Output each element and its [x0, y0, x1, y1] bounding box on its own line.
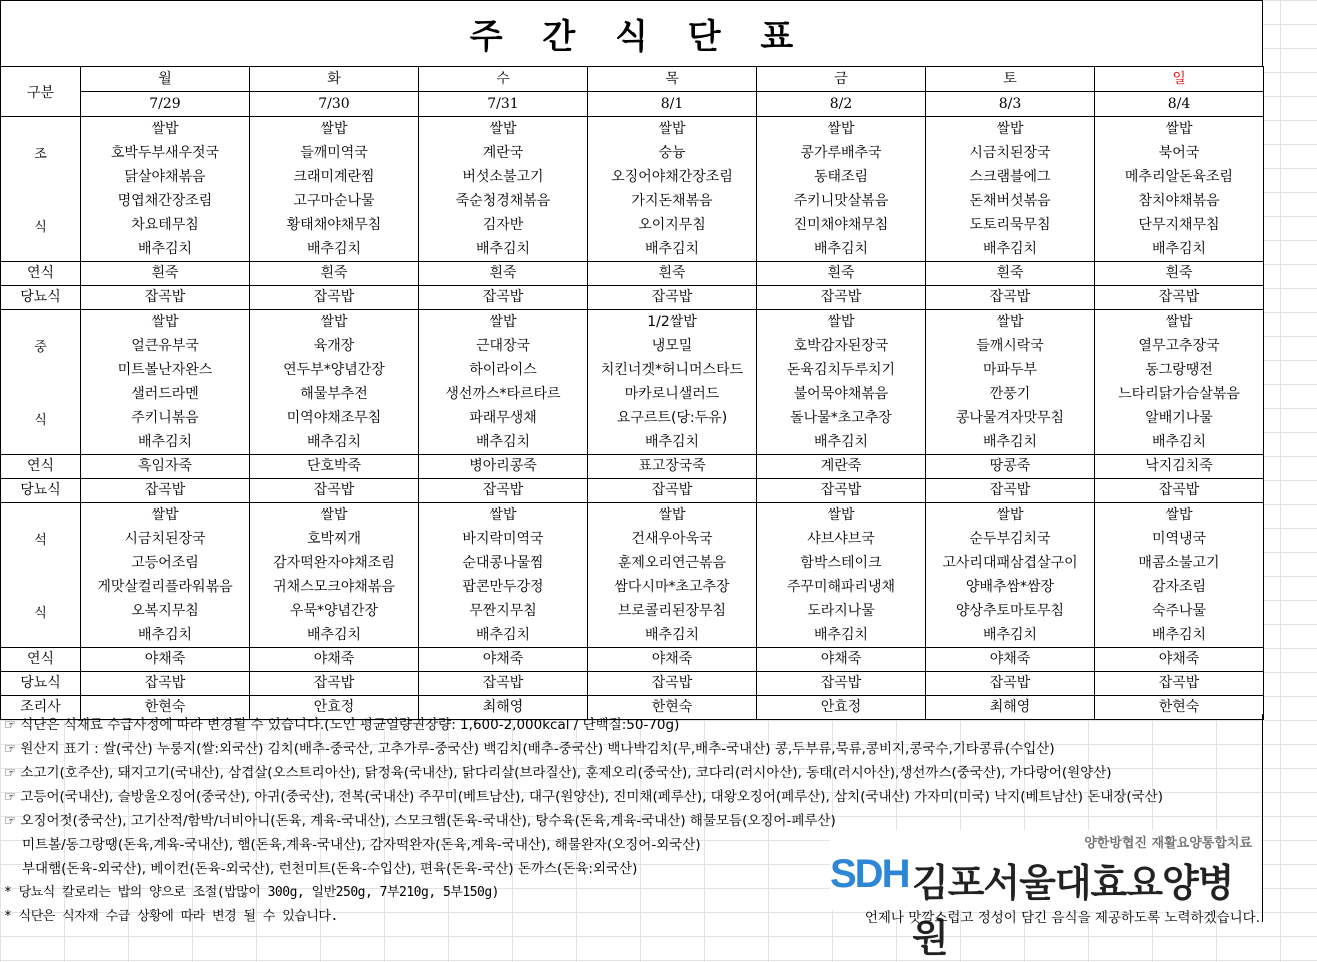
- menu-item: 쌀밥: [1165, 507, 1193, 523]
- menu-item: 마카로니샐러드: [624, 386, 720, 402]
- menu-item: 주꾸미해파리냉채: [786, 579, 896, 595]
- cook-cell-thu: 한현숙: [588, 696, 757, 720]
- menu-item: 스크램블에그: [969, 169, 1051, 185]
- diabetic-diet-cell-sat: 잡곡밥: [926, 479, 1095, 503]
- diabetic-diet-cell-sat: 잡곡밥: [926, 672, 1095, 696]
- menu-item: 마파두부: [982, 362, 1038, 378]
- soft-diet-cell-sun: 흰죽: [1095, 262, 1264, 286]
- category-header: 구분: [1, 67, 81, 117]
- menu-item: 쌀밥: [827, 507, 855, 523]
- menu-item: 배추김치: [644, 434, 700, 450]
- diabetic-diet-cell-fri: 잡곡밥: [757, 479, 926, 503]
- menu-cell-fri: [757, 503, 926, 648]
- menu-item: 호박찌개: [306, 531, 362, 547]
- menu-item: 미역야채조무침: [286, 410, 382, 426]
- note-line: * 식단은 식자재 수급 상황에 따라 변경 될 수 있습니다.: [4, 909, 338, 924]
- menu-item: 배추김치: [1151, 434, 1207, 450]
- soft-diet-cell-sat: 땅콩죽: [926, 455, 1095, 479]
- menu-item: 돌나물*초고추장: [790, 410, 892, 426]
- meal-row: [1, 117, 1264, 262]
- soft-diet-cell-fri: 흰죽: [757, 262, 926, 286]
- menu-item: 브로콜리된장무침: [617, 603, 727, 619]
- date-mon: 7/29: [81, 92, 250, 117]
- menu-item: 쌀밥: [827, 121, 855, 137]
- menu-item: 들깨미역국: [300, 145, 368, 161]
- diabetic-diet-cell-mon: 잡곡밥: [81, 672, 250, 696]
- soft-diet-cell-wed: 야채죽: [419, 648, 588, 672]
- diabetic-diet-cell-mon: 잡곡밥: [81, 479, 250, 503]
- menu-item: 샤브샤브국: [807, 531, 875, 547]
- menu-item: 쌀밥: [996, 121, 1024, 137]
- menu-item: 고등어조림: [131, 555, 199, 571]
- menu-item: 귀채스모크야채볶음: [273, 579, 395, 595]
- menu-item: 배추김치: [137, 627, 193, 643]
- logo-brand: SDH: [830, 852, 909, 896]
- menu-item: 쌀밥: [1165, 314, 1193, 330]
- menu-item: 쌀밥: [827, 314, 855, 330]
- diabetic-diet-row: [1, 672, 1264, 696]
- menu-cell-fri: [757, 310, 926, 455]
- menu-item: 배추김치: [982, 627, 1038, 643]
- menu-cell-sat: [926, 117, 1095, 262]
- soft-diet-cell-thu: 흰죽: [588, 262, 757, 286]
- menu-cell-sat: [926, 310, 1095, 455]
- menu-item: 쌀밥: [320, 507, 348, 523]
- menu-cell-fri: [757, 117, 926, 262]
- note-line: ☞ 고등어(국내산), 슬방울오징어(중국산), 아귀(중국산), 전복(국내산) 주꾸미(베트남산), 대구(원양산), 진미채(페루산), 대왕오징어(페루산), 삼치(국내산) 가자미(미국) 낙지(베트남산) 돈내장(국산): [4, 789, 1163, 805]
- menu-item: 숭늉: [658, 145, 686, 161]
- menu-item: 크래미계란찜: [293, 169, 375, 185]
- menu-item: 진미채야채무침: [793, 217, 889, 233]
- meal-label-bottom: 식: [34, 220, 47, 235]
- meal-label-bottom: 식: [34, 606, 47, 621]
- diabetic-diet-cell-wed: 잡곡밥: [419, 672, 588, 696]
- soft-diet-cell-tue: 야채죽: [250, 648, 419, 672]
- diabetic-diet-cell-thu: 잡곡밥: [588, 286, 757, 310]
- menu-item: 쌀밥: [489, 121, 517, 137]
- menu-item: 메추리알돈육조림: [1124, 169, 1234, 185]
- closing-message: 언제나 맛깔스럽고 정성이 담긴 음식을 제공하도록 노력하겠습니다.: [864, 910, 1260, 926]
- menu-item: 가지돈채볶음: [631, 193, 713, 209]
- meal-label-top: 조: [34, 147, 47, 162]
- menu-cell-wed: [419, 310, 588, 455]
- menu-item: 바지락미역국: [462, 531, 544, 547]
- menu-item: 돈육김치두루치기: [786, 362, 896, 378]
- menu-item: 근대장국: [475, 338, 531, 354]
- diabetic-diet-cell-sun: 잡곡밥: [1095, 479, 1264, 503]
- menu-item: 배추김치: [1151, 627, 1207, 643]
- menu-cell-thu: [588, 503, 757, 648]
- menu-cell-mon: [81, 503, 250, 648]
- menu-item: 숙주나물: [1151, 603, 1207, 619]
- menu-cell-mon: [81, 310, 250, 455]
- menu-item: 쌀밥: [996, 314, 1024, 330]
- menu-item: 쌀밥: [489, 507, 517, 523]
- menu-item: 배추김치: [137, 434, 193, 450]
- menu-item: 샐러드라멘: [131, 386, 199, 402]
- menu-item: 쌀밥: [489, 314, 517, 330]
- menu-item: 고구마순나물: [293, 193, 375, 209]
- menu-item: 함박스테이크: [800, 555, 882, 571]
- date-thu: 8/1: [588, 92, 757, 117]
- menu-item: 훈제오리연근볶음: [617, 555, 727, 571]
- menu-cell-tue: [250, 117, 419, 262]
- menu-cell-sat: [926, 503, 1095, 648]
- menu-item: 배추김치: [306, 241, 362, 257]
- menu-item: 양상추토마토무침: [955, 603, 1065, 619]
- menu-item: 배추김치: [644, 627, 700, 643]
- soft-diet-cell-fri: 야채죽: [757, 648, 926, 672]
- date-wed: 7/31: [419, 92, 588, 117]
- menu-cell-mon: [81, 117, 250, 262]
- menu-item: 쌀밥: [151, 507, 179, 523]
- menu-item: 팝콘만두강정: [462, 579, 544, 595]
- menu-item: 배추김치: [306, 627, 362, 643]
- soft-diet-cell-sat: 야채죽: [926, 648, 1095, 672]
- menu-item: 순대콩나물찜: [462, 555, 544, 571]
- cook-label: 조리사: [1, 696, 81, 720]
- soft-diet-cell-mon: 흑임자죽: [81, 455, 250, 479]
- diabetic-diet-cell-mon: 잡곡밥: [81, 286, 250, 310]
- menu-item: 단무지채무침: [1138, 217, 1220, 233]
- menu-item: 콩가루배추국: [800, 145, 882, 161]
- menu-item: 배추김치: [475, 241, 531, 257]
- menu-item: 쌀밥: [151, 314, 179, 330]
- menu-item: 육개장: [313, 338, 355, 354]
- diabetic-diet-cell-sun: 잡곡밥: [1095, 286, 1264, 310]
- menu-item: 1/2쌀밥: [647, 314, 697, 330]
- menu-item: 호박두부새우젓국: [110, 145, 220, 161]
- day-mon: 월: [81, 67, 250, 92]
- menu-item: 죽순청경채볶음: [455, 193, 551, 209]
- note-line: 미트볼/동그랑땡(돈육,계육-국내산), 햄(돈육,계육-국내산), 감자떡완자(돈육,계육-국내산), 해물완자(오징어-외국산): [22, 837, 701, 853]
- diabetic-diet-cell-wed: 잡곡밥: [419, 479, 588, 503]
- meal-row: [1, 310, 1264, 455]
- menu-item: 하이라이스: [469, 362, 537, 378]
- soft-diet-label: 연식: [1, 455, 81, 479]
- menu-item: 김자반: [482, 217, 524, 233]
- soft-diet-cell-wed: 흰죽: [419, 262, 588, 286]
- menu-item: 게맛살컬리플라워볶음: [97, 579, 233, 595]
- cook-cell-sun: 한현숙: [1095, 696, 1264, 720]
- diabetic-diet-cell-tue: 잡곡밥: [250, 479, 419, 503]
- menu-item: 배추김치: [1151, 241, 1207, 257]
- soft-diet-label: 연식: [1, 262, 81, 286]
- meal-label: [1, 503, 81, 648]
- date-sun: 8/4: [1095, 92, 1264, 117]
- menu-item: 냉모밀: [651, 338, 693, 354]
- menu-cell-tue: [250, 310, 419, 455]
- meal-row: [1, 503, 1264, 648]
- menu-item: 열무고추장국: [1138, 338, 1220, 354]
- menu-item: 콩나물겨자맛무침: [955, 410, 1065, 426]
- menu-item: 황태채야채무침: [286, 217, 382, 233]
- soft-diet-cell-tue: 단호박죽: [250, 455, 419, 479]
- menu-cell-sun: [1095, 117, 1264, 262]
- menu-item: 오이지무침: [638, 217, 706, 233]
- day-sat: 토: [926, 67, 1095, 92]
- menu-item: 배추김치: [306, 434, 362, 450]
- menu-item: 순두부김치국: [969, 531, 1051, 547]
- menu-item: 동태조림: [813, 169, 869, 185]
- menu-item: 쌀밥: [320, 121, 348, 137]
- menu-item: 감자조림: [1151, 579, 1207, 595]
- menu-item: 무짠지무침: [469, 603, 537, 619]
- soft-diet-cell-tue: 흰죽: [250, 262, 419, 286]
- menu-item: 쌀밥: [151, 121, 179, 137]
- diabetic-diet-cell-tue: 잡곡밥: [250, 286, 419, 310]
- menu-item: 배추김치: [813, 241, 869, 257]
- menu-item: 쌀밥: [658, 121, 686, 137]
- note-line: ☞ 원산지 표기 : 쌀(국산) 누룽지(쌀:외국산) 김치(배추-중국산, 고추가루-중국산) 백김치(배추-중국산) 백나박김치(무,배추-국내산) 콩,두부류,묵류,콩비지,콩국수,기타콩류(수입산): [4, 741, 1055, 757]
- logo-subtitle: 양한방협진 재활요양통합치료: [1084, 836, 1252, 851]
- soft-diet-cell-thu: 야채죽: [588, 648, 757, 672]
- menu-item: 깐풍기: [989, 386, 1031, 402]
- note-line: ☞ 식단은 식재료 수급사정에 따라 변경될 수 있습니다.(노인 평균열량권장량: 1,600-2,000kcal / 단백질:50-70g): [4, 717, 680, 733]
- diabetic-diet-cell-fri: 잡곡밥: [757, 672, 926, 696]
- menu-item: 오복지무침: [131, 603, 199, 619]
- day-tue: 화: [250, 67, 419, 92]
- menu-item: 파래무생채: [469, 410, 537, 426]
- diabetic-diet-cell-tue: 잡곡밥: [250, 672, 419, 696]
- menu-item: 도토리묵무침: [969, 217, 1051, 233]
- menu-item: 치킨너겟*허니머스타드: [600, 362, 744, 378]
- menu-item: 배추김치: [475, 627, 531, 643]
- menu-cell-thu: [588, 310, 757, 455]
- diabetic-diet-cell-sun: 잡곡밥: [1095, 672, 1264, 696]
- menu-item: 요구르트(당:두유): [616, 410, 728, 426]
- logo-hospital-name: 김포서울대효요양병원: [912, 861, 1234, 960]
- soft-diet-cell-mon: 흰죽: [81, 262, 250, 286]
- soft-diet-cell-sun: 야채죽: [1095, 648, 1264, 672]
- menu-item: 들깨시락국: [976, 338, 1044, 354]
- menu-item: 해물부추전: [300, 386, 368, 402]
- day-fri: 금: [757, 67, 926, 92]
- menu-item: 알배기나물: [1145, 410, 1213, 426]
- menu-item: 우묵*양념간장: [289, 603, 379, 619]
- menu-item: 도라지나물: [807, 603, 875, 619]
- header-row-dates: [1, 92, 1264, 117]
- menu-cell-tue: [250, 503, 419, 648]
- menu-item: 주키니맛살볶음: [793, 193, 889, 209]
- menu-item: 시금치된장국: [124, 531, 206, 547]
- diabetic-diet-row: [1, 286, 1264, 310]
- meal-label-bottom: 식: [34, 413, 47, 428]
- cook-cell-wed: 최해영: [419, 696, 588, 720]
- meal-label-top: 석: [34, 533, 47, 548]
- soft-diet-cell-sat: 흰죽: [926, 262, 1095, 286]
- menu-item: 고사리대패삼겹살구이: [942, 555, 1078, 571]
- menu-item: 얼큰유부국: [131, 338, 199, 354]
- menu-item: 호박감자된장국: [793, 338, 889, 354]
- date-sat: 8/3: [926, 92, 1095, 117]
- meal-label-top: 중: [34, 340, 47, 355]
- diabetic-diet-cell-wed: 잡곡밥: [419, 286, 588, 310]
- menu-item: 배추김치: [813, 434, 869, 450]
- menu-item: 쌀밥: [1165, 121, 1193, 137]
- diabetic-diet-row: [1, 479, 1264, 503]
- menu-item: 불어묵야채볶음: [793, 386, 889, 402]
- diabetic-diet-label: 당뇨식: [1, 479, 81, 503]
- cook-cell-tue: 안효정: [250, 696, 419, 720]
- menu-item: 연두부*양념간장: [283, 362, 385, 378]
- note-line: ☞ 소고기(호주산), 돼지고기(국내산), 삼겹살(오스트리아산), 닭정육(국내산), 닭다리살(브라질산), 훈제오리(중국산), 코다리(러시아산), 동태(러시아산),생선까스(중국산), 가다랑어(원양산): [4, 765, 1112, 781]
- menu-cell-wed: [419, 503, 588, 648]
- diabetic-diet-label: 당뇨식: [1, 672, 81, 696]
- menu-item: 미역냉국: [1151, 531, 1207, 547]
- cook-cell-sat: 최해영: [926, 696, 1095, 720]
- menu-item: 닭살야채볶음: [124, 169, 206, 185]
- note-line: ☞ 오징어젓(중국산), 고기산적/함박/너비아니(돈육, 계육-국내산), 스모크햄(돈육-국내산), 탕수육(돈육,계육-국내산) 해물모듬(오징어-페루산): [4, 813, 836, 829]
- diabetic-diet-cell-sat: 잡곡밥: [926, 286, 1095, 310]
- menu-item: 버섯소불고기: [462, 169, 544, 185]
- soft-diet-row: [1, 262, 1264, 286]
- menu-item: 미트볼난자완스: [117, 362, 213, 378]
- menu-item: 배추김치: [137, 241, 193, 257]
- menu-cell-thu: [588, 117, 757, 262]
- date-tue: 7/30: [250, 92, 419, 117]
- soft-diet-cell-thu: 표고장국죽: [588, 455, 757, 479]
- menu-item: 매콤소불고기: [1138, 555, 1220, 571]
- page-title: 주 간 식 단 표: [469, 17, 808, 57]
- meal-label: [1, 310, 81, 455]
- note-line: 부대햄(돈육-외국산), 베이컨(돈육-외국산), 런천미트(돈육-수입산), 편육(돈육-국산) 돈까스(돈육:외국산): [22, 861, 638, 877]
- diabetic-diet-cell-thu: 잡곡밥: [588, 672, 757, 696]
- cook-cell-mon: 한현숙: [81, 696, 250, 720]
- diabetic-diet-cell-thu: 잡곡밥: [588, 479, 757, 503]
- title-box: [0, 0, 1263, 67]
- menu-item: 쌀밥: [996, 507, 1024, 523]
- menu-item: 쌀밥: [658, 507, 686, 523]
- menu-item: 건새우아욱국: [631, 531, 713, 547]
- diabetic-diet-cell-fri: 잡곡밥: [757, 286, 926, 310]
- soft-diet-cell-sun: 낙지김치죽: [1095, 455, 1264, 479]
- menu-item: 배추김치: [982, 241, 1038, 257]
- soft-diet-row: [1, 455, 1264, 479]
- menu-item: 참치야채볶음: [1138, 193, 1220, 209]
- menu-item: 배추김치: [982, 434, 1038, 450]
- menu-item: 배추김치: [813, 627, 869, 643]
- soft-diet-label: 연식: [1, 648, 81, 672]
- menu-item: 돈채버섯볶음: [969, 193, 1051, 209]
- day-wed: 수: [419, 67, 588, 92]
- menu-item: 감자떡완자야채조림: [273, 555, 395, 571]
- menu-item: 양배추쌈*쌈장: [965, 579, 1055, 595]
- menu-item: 명엽채간장조림: [117, 193, 213, 209]
- menu-item: 차요테무침: [131, 217, 199, 233]
- header-row-days: [1, 67, 1264, 92]
- menu-item: 주키니볶음: [131, 410, 199, 426]
- menu-cell-sun: [1095, 310, 1264, 455]
- menu-cell-sun: [1095, 503, 1264, 648]
- menu-cell-wed: [419, 117, 588, 262]
- menu-item: 오징어야채간장조림: [611, 169, 733, 185]
- menu-item: 생선까스*타르타르: [445, 386, 561, 402]
- note-line: * 당뇨식 칼로리는 밥의 양으로 조절(밥많이 300g, 일반250g, 7부210g, 5부150g): [4, 885, 499, 900]
- soft-diet-cell-fri: 계란죽: [757, 455, 926, 479]
- menu-item: 쌀밥: [320, 314, 348, 330]
- soft-diet-cell-wed: 병아리콩죽: [419, 455, 588, 479]
- menu-item: 북어국: [1158, 145, 1200, 161]
- menu-item: 배추김치: [644, 241, 700, 257]
- day-sun: 일: [1095, 67, 1264, 92]
- diabetic-diet-label: 당뇨식: [1, 286, 81, 310]
- menu-item: 쌈다시마*초고추장: [614, 579, 730, 595]
- cook-cell-fri: 안효정: [757, 696, 926, 720]
- day-thu: 목: [588, 67, 757, 92]
- weekly-menu-table: [0, 66, 1264, 720]
- meal-label: [1, 117, 81, 262]
- menu-item: 동그랑땡전: [1145, 362, 1213, 378]
- menu-item: 시금치된장국: [969, 145, 1051, 161]
- soft-diet-row: [1, 648, 1264, 672]
- date-fri: 8/2: [757, 92, 926, 117]
- menu-item: 배추김치: [475, 434, 531, 450]
- menu-item: 느타리닭가슴살볶음: [1118, 386, 1240, 402]
- soft-diet-cell-mon: 야채죽: [81, 648, 250, 672]
- menu-item: 계란국: [482, 145, 524, 161]
